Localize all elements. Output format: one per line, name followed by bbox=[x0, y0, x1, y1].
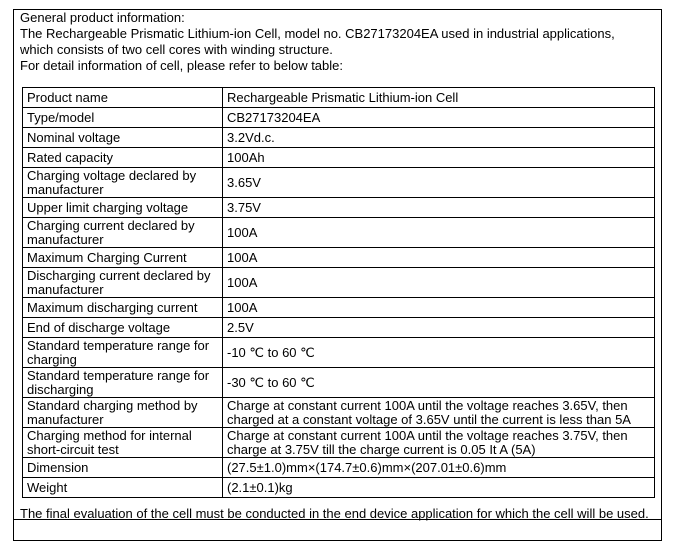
row-value: 100A bbox=[223, 248, 655, 268]
row-name: Standard temperature range for discharging bbox=[23, 368, 223, 398]
intro-text bbox=[20, 10, 652, 74]
row-value: 3.75V bbox=[223, 198, 655, 218]
intro-line: For detail information of cell, please refer to below table: bbox=[20, 58, 344, 73]
table-row bbox=[23, 478, 655, 498]
row-value: 100A bbox=[223, 268, 655, 298]
intro-line: which consists of two cell cores with winding structure. bbox=[20, 42, 333, 57]
table-row bbox=[23, 248, 655, 268]
row-value: Rechargeable Prismatic Lithium-ion Cell bbox=[223, 88, 655, 108]
row-name: End of discharge voltage bbox=[23, 318, 223, 338]
row-name: Charging voltage declared by manufacturer bbox=[23, 168, 223, 198]
table-row bbox=[23, 148, 655, 168]
row-value: CB27173204EA bbox=[223, 108, 655, 128]
footer-note: The final evaluation of the cell must be conducted in the end device application for which the cell will be used. bbox=[20, 506, 649, 521]
row-name: Charging current declared by manufacturer bbox=[23, 218, 223, 248]
row-name: Maximum Charging Current bbox=[23, 248, 223, 268]
row-name: Upper limit charging voltage bbox=[23, 198, 223, 218]
row-value: 3.65V bbox=[223, 168, 655, 198]
cell-spec-table bbox=[22, 87, 655, 498]
row-value: (2.1±0.1)kg bbox=[223, 478, 655, 498]
row-value: -10 ℃ to 60 ℃ bbox=[223, 338, 655, 368]
table-row bbox=[23, 428, 655, 458]
product-info-frame bbox=[13, 9, 662, 541]
row-value: 100A bbox=[223, 218, 655, 248]
table-row bbox=[23, 458, 655, 478]
table-row bbox=[23, 128, 655, 148]
row-value: 100Ah bbox=[223, 148, 655, 168]
intro-line: The Rechargeable Prismatic Lithium-ion Cell, model no. CB27173204EA used in industrial applications, bbox=[20, 26, 615, 41]
table-row bbox=[23, 318, 655, 338]
row-name: Standard charging method by manufacturer bbox=[23, 398, 223, 428]
row-name: Discharging current declared by manufacturer bbox=[23, 268, 223, 298]
row-value: Charge at constant current 100A until the voltage reaches 3.65V, then charged at a constant voltage of 3.65V until the current is less than 5A bbox=[223, 398, 655, 428]
row-name: Rated capacity bbox=[23, 148, 223, 168]
row-name: Charging method for internal short-circuit test bbox=[23, 428, 223, 458]
table-row bbox=[23, 218, 655, 248]
row-name: Type/model bbox=[23, 108, 223, 128]
table-row bbox=[23, 298, 655, 318]
row-value: 2.5V bbox=[223, 318, 655, 338]
table-row bbox=[23, 398, 655, 428]
row-name: Weight bbox=[23, 478, 223, 498]
row-name: Standard temperature range for charging bbox=[23, 338, 223, 368]
table-row bbox=[23, 168, 655, 198]
table-row bbox=[23, 268, 655, 298]
table-row bbox=[23, 198, 655, 218]
row-name: Maximum discharging current bbox=[23, 298, 223, 318]
row-name: Dimension bbox=[23, 458, 223, 478]
row-name: Nominal voltage bbox=[23, 128, 223, 148]
row-value: Charge at constant current 100A until the voltage reaches 3.75V, then charge at 3.75V till the charge current is 0.05 It A (5A) bbox=[223, 428, 655, 458]
table-row bbox=[23, 88, 655, 108]
row-value: 100A bbox=[223, 298, 655, 318]
row-name: Product name bbox=[23, 88, 223, 108]
table-row bbox=[23, 338, 655, 368]
row-value: 3.2Vd.c. bbox=[223, 128, 655, 148]
row-value: (27.5±1.0)mm×(174.7±0.6)mm×(207.01±0.6)mm bbox=[223, 458, 655, 478]
intro-heading: General product information: bbox=[20, 10, 185, 25]
table-row bbox=[23, 108, 655, 128]
table-row bbox=[23, 368, 655, 398]
row-value: -30 ℃ to 60 ℃ bbox=[223, 368, 655, 398]
